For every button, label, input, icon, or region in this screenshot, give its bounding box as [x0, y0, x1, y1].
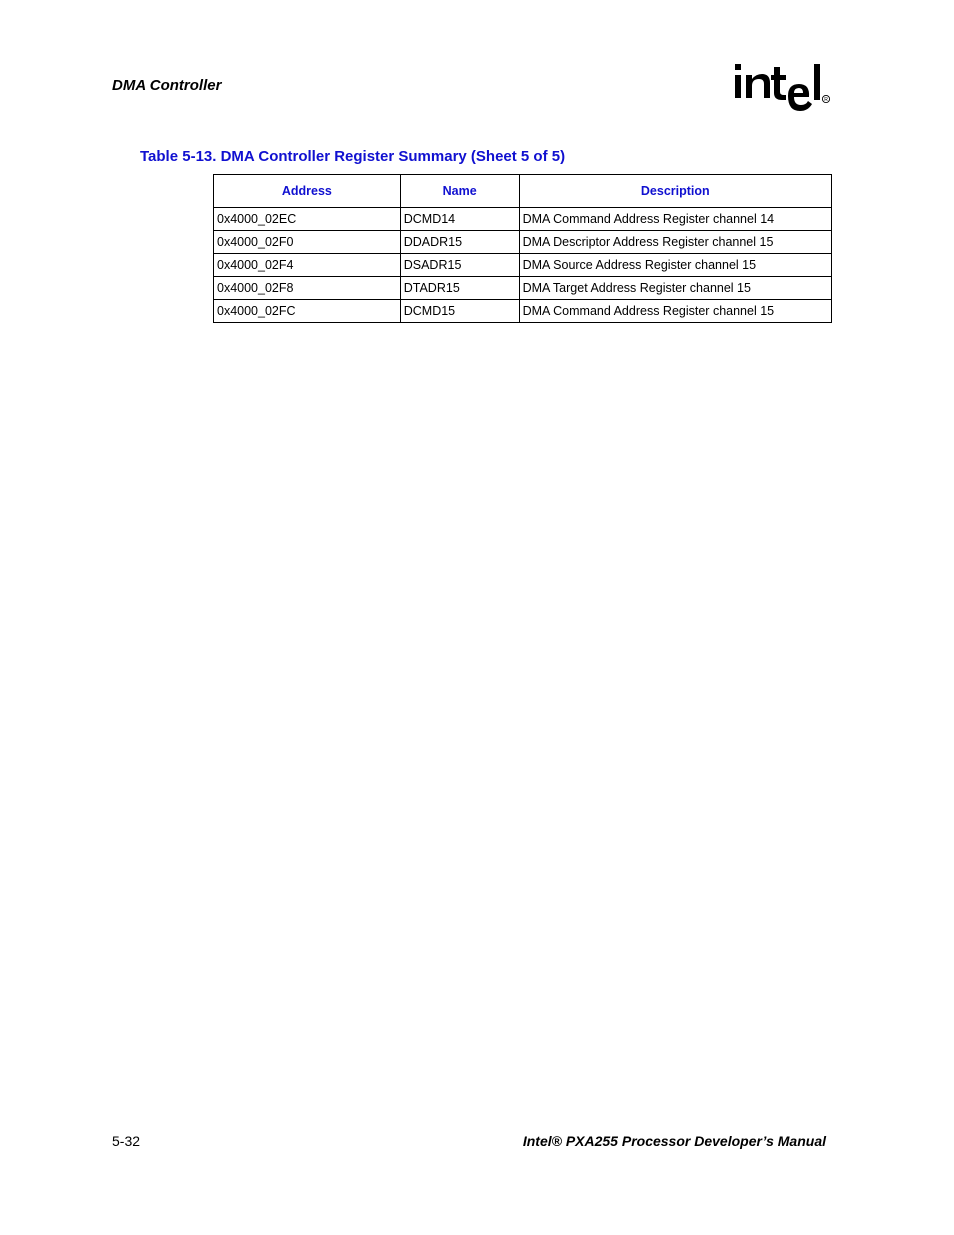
- cell-address: 0x4000_02F4: [214, 254, 401, 277]
- cell-name: DCMD14: [400, 208, 519, 231]
- cell-address: 0x4000_02EC: [214, 208, 401, 231]
- svg-text:R: R: [824, 96, 828, 103]
- cell-name: DSADR15: [400, 254, 519, 277]
- table-header-row: [214, 175, 832, 208]
- cell-address: 0x4000_02FC: [214, 300, 401, 323]
- column-header-name: Name: [400, 175, 519, 208]
- cell-name: DDADR15: [400, 231, 519, 254]
- page-number: 5-32: [112, 1133, 141, 1149]
- table-title: Table 5-13. DMA Controller Register Summary (Sheet 5 of 5): [140, 148, 566, 165]
- cell-description: DMA Source Address Register channel 15: [519, 254, 831, 277]
- register-summary-table: [213, 174, 832, 323]
- column-header-address: Address: [214, 175, 401, 208]
- cell-description: DMA Command Address Register channel 15: [519, 300, 831, 323]
- table-row: [214, 208, 832, 231]
- table-row: [214, 254, 832, 277]
- section-header: DMA Controller: [112, 77, 222, 94]
- table-row: [214, 231, 832, 254]
- table-row: [214, 277, 832, 300]
- cell-description: DMA Command Address Register channel 14: [519, 208, 831, 231]
- manual-title: Intel® PXA255 Processor Developer’s Manual: [522, 1133, 826, 1149]
- cell-name: DTADR15: [400, 277, 519, 300]
- intel-logo-icon: [732, 60, 832, 118]
- cell-address: 0x4000_02F0: [214, 231, 401, 254]
- cell-description: DMA Target Address Register channel 15: [519, 277, 831, 300]
- column-header-description: Description: [519, 175, 831, 208]
- cell-description: DMA Descriptor Address Register channel 15: [519, 231, 831, 254]
- intel-logo: [732, 60, 832, 118]
- table-row: [214, 300, 832, 323]
- cell-address: 0x4000_02F8: [214, 277, 401, 300]
- cell-name: DCMD15: [400, 300, 519, 323]
